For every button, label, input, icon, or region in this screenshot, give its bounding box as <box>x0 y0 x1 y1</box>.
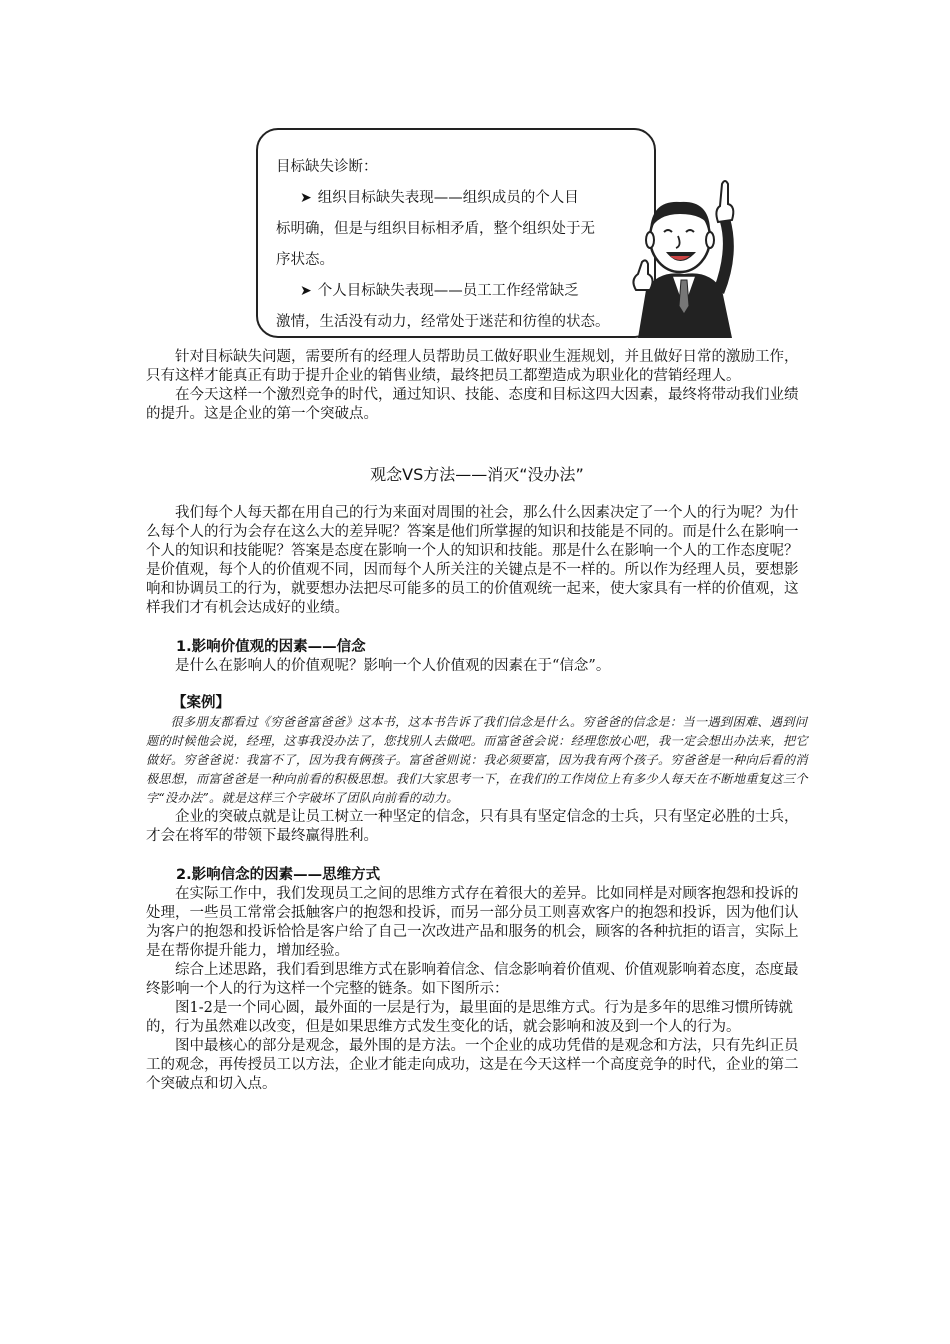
subsection-1-heading: 1.影响价值观的因素——信念 <box>176 639 366 655</box>
section-title: 观念VS方法——消灭“没办法” <box>370 465 584 484</box>
subsection-1 <box>146 638 808 676</box>
case-label: 【案例】 <box>172 695 230 711</box>
section-intro <box>146 504 808 618</box>
subsection-2-paragraph-3: 图1-2是一个同心圆，最外面的一层是行为，最里面的是思维方式。行为是多年的思维习惯所铸就的，行为虽然难以改变，但是如果思维方式发生变化的话，就会影响和波及到一个人的行为。 <box>146 1000 793 1035</box>
case-section <box>146 694 808 846</box>
cartoon-businessman-icon <box>628 170 740 338</box>
section-intro-paragraph: 我们每个人每天都在用自己的行为来面对周围的社会，那么什么因素决定了一个人的行为呢？为什么每个人的行为会存在这么大的差异呢？答案是他们所掌握的知识和技能是不同的。而是什么在影响一个人的知识和技能呢？答案是态度在影响一个人的知识和技能。那是什么在影响一个人的工作态度呢？是价值观，每个人的价值观不同，因而每个人所关注的关键点是不一样的。所以作为经理人员，要想影响和协调员工的行为，就要想办法把尽可能多的员工的价值观统一起来，使大家具有一样的价值观，这样我们才有机会达成好的业绩。 <box>146 505 799 616</box>
intro-section <box>146 348 808 424</box>
callout-title: 目标缺失诊断： <box>276 159 378 175</box>
subsection-2-paragraph-4: 图中最核心的部分是观念，最外围的是方法。一个企业的成功凭借的是观念和方法，只有先纠正员工的观念，再传授员工以方法，企业才能走向成功，这是在今天这样一个高度竞争的时代，企业的第二个突破点和切入点。 <box>146 1038 799 1092</box>
callout-item-1-line-2: 标明确，但是与组织目标相矛盾，整个组织处于无 <box>276 221 595 237</box>
diagnosis-callout <box>256 128 656 338</box>
callout-item-1: ➤ 组织目标缺失表现——组织成员的个人目 <box>300 190 579 206</box>
case-conclusion: 企业的突破点就是让员工树立一种坚定的信念，只有具有坚定信念的士兵，只有坚定必胜的士兵，才会在将军的带领下最终赢得胜利。 <box>146 809 799 844</box>
subsection-1-text: 是什么在影响人的价值观呢？影响一个人价值观的因素在于“信念”。 <box>175 658 611 674</box>
subsection-2-heading: 2.影响信念的因素——思维方式 <box>176 867 381 883</box>
arrow-bullet-icon: ➤ <box>300 283 312 299</box>
callout-item-2-line-2: 激情，生活没有动力，经常处于迷茫和彷徨的状态。 <box>276 314 610 330</box>
subsection-2-paragraph-1: 在实际工作中，我们发现员工之间的思维方式存在着很大的差异。比如同样是对顾客抱怨和投诉的处理，一些员工常常会抵触客户的抱怨和投诉，而另一部分员工则喜欢客户的抱怨和投诉，因为他们认为客户的抱怨和投诉恰恰是客户给了自己一次改进产品和服务的机会，顾客的各种抗拒的语言，实际上是在帮你提升能力，增加经验。 <box>146 886 799 959</box>
intro-paragraph-2: 在今天这样一个激烈竞争的时代，通过知识、技能、态度和目标这四大因素，最终将带动我们业绩的提升。这是企业的第一个突破点。 <box>146 387 799 422</box>
arrow-bullet-icon: ➤ <box>300 190 312 206</box>
subsection-2-paragraph-2: 综合上述思路，我们看到思维方式在影响着信念、信念影响着价值观、价值观影响着态度，态度最终影响一个人的行为这样一个完整的链条。如下图所示： <box>146 962 799 997</box>
callout-item-2: ➤ 个人目标缺失表现——员工工作经常缺乏 <box>300 283 579 299</box>
subsection-2 <box>146 866 808 1094</box>
case-text: 很多朋友都看过《穷爸爸富爸爸》这本书，这本书告诉了我们信念是什么。穷爸爸的信念是：当一遇到困难、遇到问题的时候他会说，经理，这事我没办法了，您找别人去做吧。而富爸爸会说：经理您放心吧，我一定会想出办法来，把它做好。穷爸爸说：我富不了，因为我有俩孩子。富爸爸则说：我必须要富，因为我有两个孩子。穷爸爸是一种向后看的消极思想，而富爸爸是一种向前看的积极思想。我们大家思考一下，在我们的工作岗位上有多少人每天在不断地重复这三个字“没办法”。就是这样三个字破坏了团队向前看的动力。 <box>146 715 808 805</box>
callout-item-1-line-3: 序状态。 <box>276 252 334 268</box>
intro-paragraph-1: 针对目标缺失问题，需要所有的经理人员帮助员工做好职业生涯规划，并且做好日常的激励工作，只有这样才能真正有助于提升企业的销售业绩，最终把员工都塑造成为职业化的营销经理人。 <box>146 349 799 384</box>
